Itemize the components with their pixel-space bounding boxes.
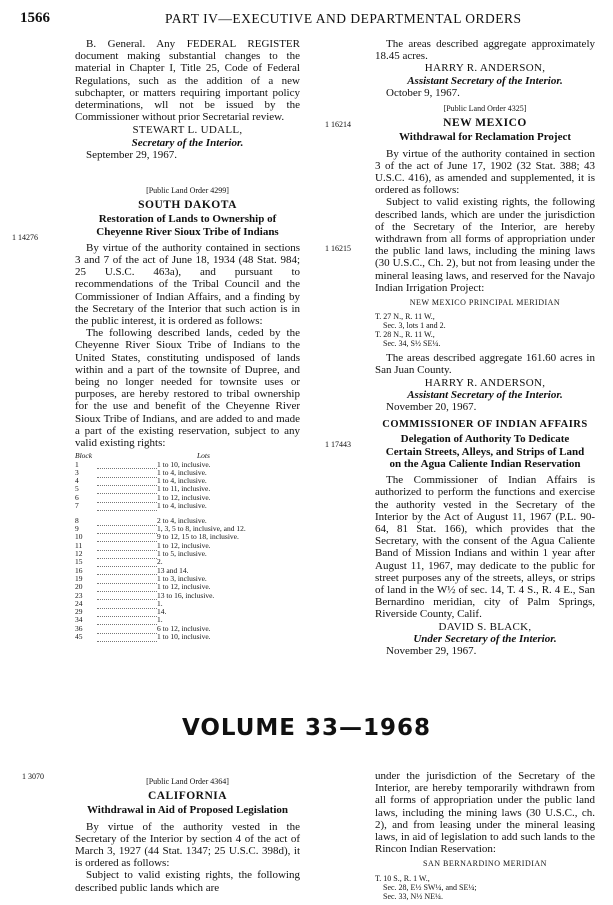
lots-cell: 1, 3, 5 to 8, inclusive, and 12. [157, 524, 246, 534]
state-heading: CALIFORNIA [147, 790, 228, 803]
running-head: PART IV—EXECUTIVE AND DEPARTMENTAL ORDERS [165, 11, 522, 26]
signature-title: Assistant Secretary of the Interior. [407, 74, 563, 87]
meridian-heading: NEW MEXICO PRINCIPAL MERIDIAN [409, 298, 561, 308]
block-cell: 29 [75, 607, 83, 617]
block-cell: 15 [75, 557, 83, 567]
block-cell: 20 [75, 582, 83, 592]
legal-description [375, 312, 595, 348]
paragraph: B. General. Any FEDERAL REGISTER document making substantial changes to the material in Chapter I, Title 25, Code of Federal Regulations, such as the addition of a new subchapter, or matters requiring important policy determinations, wll not be issued by the Commissioner without prior Secretarial review. [75, 38, 300, 124]
lots-cell: 1 to 12, inclusive. [157, 582, 211, 592]
block-cell: 3 [75, 467, 79, 477]
paragraph: The areas described aggregate 161.60 acres in San Juan County. [375, 352, 595, 377]
signature [75, 124, 300, 148]
block-cell: 9 [75, 524, 79, 534]
block-cell: 19 [75, 573, 83, 583]
lots-cell: 1 to 4, inclusive. [157, 476, 207, 486]
lots-cell: 14. [157, 607, 167, 617]
lots-cell: 9 to 12, 15 to 18, inclusive. [157, 532, 239, 542]
paragraph: Subject to valid existing rights, the following described lands, which are under the jurisdiction of the Secretary of the Interior, are hereby withdrawn from all forms of appropriation under the public land laws, including the mining laws (30 U.S.C., Ch. 2), but not from leasing under the mineral leasing laws, and reserved for the Navajo Indian Irrigation Project: [375, 196, 595, 294]
block-cell: 10 [75, 532, 83, 542]
lots-cell: 1. [157, 598, 163, 608]
margin-note: 1 14276 [12, 233, 38, 242]
block-cell: 11 [75, 540, 83, 550]
column-header: Lots [197, 451, 210, 461]
signature-title: Assistant Secretary of the Interior. [407, 388, 563, 401]
margin-note: 1 17443 [325, 440, 351, 449]
paragraph: The areas described aggregate approximately 18.45 acres. [375, 38, 595, 63]
block-cell: 23 [75, 590, 83, 600]
lots-cell: 1 to 10, inclusive. [157, 632, 211, 642]
legal-line: T. 27 N., R. 11 W., [375, 312, 435, 322]
lots-cell: 1 to 12, inclusive. [157, 540, 211, 550]
lots-cell: 1 to 10, inclusive. [157, 459, 211, 469]
paragraph: By virtue of the authority contained in sections 3 and 7 of the act of June 18, 1934 (48 Stat. 984; 25 U.S.C. 463a), and pursuant to recommendations of the Tribal Council and the Commissioner of Indian Affairs, and a finding by the Secretary of the Interior that such action is in the public interest, it is ordered as follows: [75, 241, 300, 328]
lots-cell: 13 to 16, inclusive. [157, 590, 215, 600]
legal-line: T. 28 N., R. 11 W., [375, 330, 435, 340]
legal-line: Sec. 34, S½ SE¼. [383, 339, 441, 349]
margin-note: 1 16214 [325, 120, 351, 129]
signature [375, 621, 595, 645]
lots-cell: 2. [157, 557, 163, 567]
table-row [75, 600, 300, 608]
block-cell: 16 [75, 565, 83, 575]
lots-cell: 1 to 12, inclusive. [157, 492, 211, 502]
meridian-heading: SAN BERNARDINO MERIDIAN [423, 859, 547, 869]
block-cell: 1 [75, 459, 79, 469]
right-column-lower [375, 770, 595, 905]
paragraph: Subject to valid existing rights, the following described public lands which are [75, 869, 300, 894]
section-subhead: Withdrawal in Aid of Proposed Legislation [87, 804, 288, 817]
block-cell: 34 [75, 615, 83, 625]
block-cell: 45 [75, 632, 83, 642]
signature-name: HARRY R. ANDERSON, [424, 376, 546, 389]
section-subhead: Restoration of Lands to Ownership of Cheyenne River Sioux Tribe of Indians [96, 213, 279, 238]
lots-cell: 2 to 4, inclusive. [157, 515, 207, 525]
left-column-lower [75, 776, 300, 894]
section-subhead: Delegation of Authority To Dedicate Certain Streets, Alleys, and Strips of Land on the Agua Caliente Indian Reservation [385, 433, 585, 470]
block-cell: 24 [75, 598, 83, 608]
public-land-order-number: [Public Land Order 4299] [146, 186, 229, 196]
block-lots-table [75, 452, 300, 642]
block-cell: 8 [75, 515, 79, 525]
volume-heading: VOLUME 33—1968 [181, 715, 432, 741]
paragraph: The following described lands, ceded by the Cheyenne River Sioux Tribe of Indians to the United States, constituting undisposed of lands within and a part of the townsite of Dupree, and being no longer needed for townsite uses or purposes, are hereby restored to tribal ownership for the use and benefit of the Cheyenne River Sioux Tribe of Indians, and are added to and made a part of the existing reservation, subject to any valid existing rights: [75, 327, 300, 450]
block-cell: 36 [75, 623, 83, 633]
table-row [75, 608, 300, 616]
paragraph: The Commissioner of Indian Affairs is authorized to perform the functions and exercise the authority vested in the Secretary of the Interior by the Act of August 11, 1967 (P.L. 90-64, 81 Stat. 166), which provides that the Secretary, with the consent of the Agua Caliente Band of Mission Indians and within 1 year after August 11, 1967, may dedicate to the public for street purposes any of the streets, alleys, or strips of land in the W½ of sec. 14, T. 4 S., R. 4 E., San Bernardino meridian, city of Palm Springs, Riverside County, Calif. [375, 474, 595, 621]
lots-cell: 1 to 5, inclusive. [157, 549, 207, 559]
order-date: November 29, 1967. [386, 644, 477, 657]
column-header: Block [75, 451, 93, 461]
table-row [75, 633, 300, 641]
margin-note: 1 16215 [325, 244, 351, 253]
legal-description [375, 874, 595, 901]
lots-cell: 13 and 14. [157, 565, 189, 575]
table-row [75, 592, 300, 600]
public-land-order-number: [Public Land Order 4364] [146, 777, 229, 786]
signature [375, 377, 595, 401]
legal-line: Sec. 33, N½ NE¼. [383, 891, 443, 901]
state-heading: SOUTH DAKOTA [138, 199, 237, 212]
signature-name: STEWART L. UDALL, [132, 124, 243, 137]
margin-note: 1 3070 [22, 772, 44, 781]
section-heading: COMMISSIONER OF INDIAN AFFAIRS [382, 419, 588, 431]
signature-name: DAVID S. BLACK, [438, 620, 532, 633]
block-cell: 12 [75, 549, 83, 559]
signature-title: Secretary of the Interior. [131, 136, 244, 149]
order-date: September 29, 1967. [86, 148, 178, 161]
public-land-order-number: [Public Land Order 4325] [443, 104, 527, 114]
table-row [75, 502, 300, 510]
legal-line: Sec. 28, E½ SW¼, and SE¼; [383, 882, 477, 892]
paragraph: By virtue of the authority contained in section 3 of the act of June 17, 1902 (32 Stat. 388; 43 U.S.C. 416), as amended and supplemented, it is ordered as follows: [375, 147, 595, 197]
block-cell: 6 [75, 492, 79, 502]
block-cell: 4 [75, 476, 79, 486]
right-column-upper [375, 38, 595, 657]
section-subhead: Withdrawal for Reclamation Project [399, 131, 571, 144]
page-number: 1566 [20, 10, 50, 26]
state-heading: NEW MEXICO [443, 117, 527, 130]
order-date: October 9, 1967. [386, 86, 460, 99]
legal-line: Sec. 3, lots 1 and 2. [383, 321, 446, 331]
legal-line: T. 10 S., R. 1 W., [375, 873, 430, 883]
lots-cell: 6 to 12, inclusive. [157, 623, 211, 633]
signature-title: Under Secretary of the Interior. [413, 632, 557, 645]
page-header [20, 10, 600, 32]
signature [375, 62, 595, 86]
paragraph: under the jurisdiction of the Secretary of the Interior, are hereby temporarily withdrawn from all forms of appropriation under the public land laws, including the mining laws (30 U.S.C., ch. 2), and from leasing under the mineral leasing laws, in aid of legislation to add such lands to the Rincon Indian Reservation: [375, 770, 595, 856]
block-cell: 5 [75, 484, 79, 494]
lots-cell: 1 to 4, inclusive. [157, 467, 207, 477]
lots-cell: 1 to 11, inclusive. [157, 484, 211, 494]
order-date: November 20, 1967. [386, 401, 477, 414]
lots-cell: 1. [157, 615, 163, 625]
left-column-upper [75, 38, 300, 642]
paragraph: By virtue of the authority vested in the Secretary of the Interior by section 4 of the act of March 3, 1927 (44 Stat. 1347; 25 U.S.C. 398d), it is ordered as follows: [75, 820, 300, 870]
signature-name: HARRY R. ANDERSON, [424, 62, 546, 75]
lots-cell: 1 to 4, inclusive. [157, 501, 207, 511]
table-row [75, 550, 300, 558]
block-cell: 7 [75, 501, 79, 511]
lots-cell: 1 to 3, inclusive. [157, 573, 207, 583]
